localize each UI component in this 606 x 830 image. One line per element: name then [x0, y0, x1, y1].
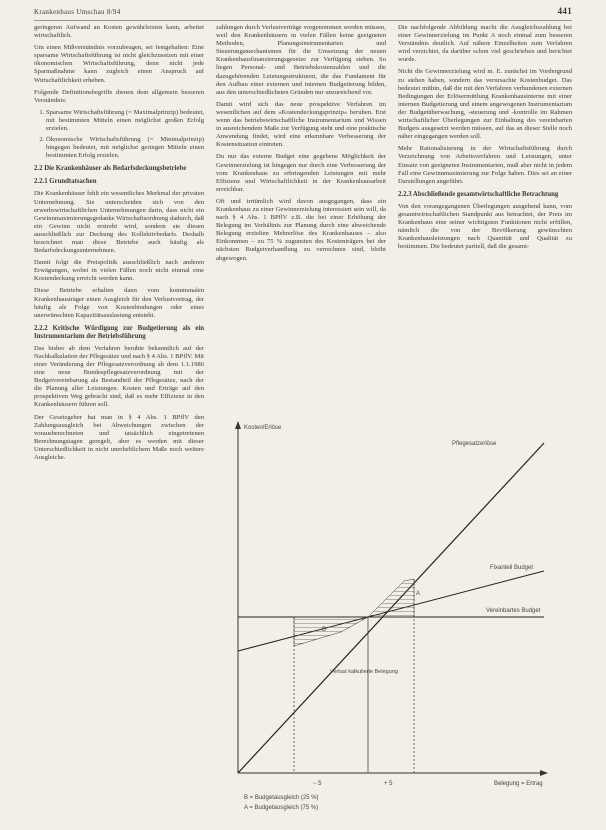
paragraph: Diese Betriebe erhalten dann vom kommunalen Krankenhausträger einen Ausgleich für den Verlustvortrag, der häufig als Folge von Kostenbindungen oder eines unerwünschten Kapazitätsauslastung entsteht.	[34, 287, 204, 319]
text-column-3	[398, 24, 572, 255]
gain-area-a	[368, 579, 414, 617]
paragraph: Von den vorangegangenen Überlegungen ausgehend kann, vom gesamtwirtschaftlichen Standpunkt aus betrachtet, der Preis im Krankenhaus eine seiner wichtigsten Funktionen nicht erfüllen, nämlich die von der Bevölkerung gewünschten Krankenhausleistungen nach Quantität und Qualität zu bestimmen. Die bedeutet partiell, daß die gesamt-	[398, 202, 572, 251]
diagram-svg	[218, 419, 574, 814]
paragraph: Mehr Rationalisierung in der Wirtschaftsführung durch Verzeichnung von Arbeitsverfahren und Leistungen, unter Einsatz von geeigneten Instrumentarien, muß aber nicht in jedem Fall eine Gewinnmaximierung zur Folge haben. Dies sei an einer Darstellungen angeführt.	[398, 145, 572, 185]
x-axis-label: Belegung = Ertrag	[494, 781, 543, 787]
y-axis-label: Kosten/Erlöse	[244, 425, 282, 431]
point-a-label: A	[416, 591, 421, 597]
running-title: Krankenhaus Umschau 8/94	[34, 8, 121, 16]
budget-diagram	[218, 419, 574, 814]
paragraph: Nicht die Gewinnerzielung wird m. E. zunächst im Vordergrund zu stehen haben, sondern das verursachte Kostenbudget. Das bedeutet mithin, daß die mit den Verfahren verbundenen externen Bedingungen der Erlösermittlung Krankenhausinterne mit einer internen Budgetierung und einem angewogenen Instrumentarium der Budgetüberwachung, -steuerung und -kontrolle im Rahmen wirtschaftlicher Überlegungen zur Einhaltung des vereinbarten Budgets ausgesetzt werden müssen, auf das an dieser Stelle noch näher eingegangen werden soll.	[398, 68, 572, 141]
section-heading: 2.2 Die Krankenhäuser als Bedarfsdeckungsbetriebe	[34, 165, 187, 173]
subsection-heading: 2.2.2 Kritische Würdigung zur Budgetierung als ein Instrumentarium der Betriebsführung	[34, 324, 204, 340]
paragraph: Die nachfolgende Abbildung macht die Ausgleichszahlung bei einer Gewinnerzielung im Punkt A noch einmal zum besseren Verständnis deutlich. Auf nähere Einzelheiten zum Verfahren wird verzichtet, da darüber schon viel geschrieben und berichtet wurde.	[398, 24, 572, 64]
paragraph: geringeren Aufwand an Kosten gewährleisten kann, arbeitet wirtschaftlich.	[34, 24, 204, 40]
paragraph: Das bisher ab dem Verfahren beruhte bekanntlich auf der Nachkalkulation der Pflegesätze und nach § 4 Abs. 1 BPflV. Mit einer Veränderung der Pflegesatzverordnung ab dem 1.1.1986 eine neue Bundespflegesatzverordnung mit der Budgetvereinbarung als Bestandteil der Pflegesätze, nach der die Planung aller Leistungen. Kosten und Erträge auf den prospektiven Weg gebracht sind, daß es mehr Effizienz in den Krankenhäusern führen soll.	[34, 344, 204, 409]
minus-marker-label: − 5	[313, 781, 322, 787]
text-column-1	[34, 24, 204, 466]
loss-area-b	[294, 617, 368, 646]
paragraph: Damit folgt die Preispolitik ausschließlich nach anderen Erwägungen, wobei in vielen Fällen noch nicht einmal eine Kostendeckung erreicht werden kann.	[34, 259, 204, 283]
definition-list	[34, 109, 204, 161]
subsection-heading: 2.2.1 Grundtatsachen	[34, 178, 97, 186]
subsection-heading: 2.2.3 Abschließende gesamtwirtschaftliche Betrachtung	[398, 190, 559, 198]
x-axis-arrow-icon	[540, 770, 548, 776]
paragraph: zahlungen durch Verlustverträge vorgenommen werden müssen, weil den Krankenhäusern in vielen Fällen keine geeigneten Methoden, Planungsinstrumentarien und Steuerungsmechanismen für die Umsetzung der neuen Krankenhausfinanzierungsgesetze zur Verfügung stehen. So liegen Personal- und Betriebskostenzahlen und die dazugehörenden Leistungsstrukturen, die das Fundament für den Aufbau einer externen und internen Budgetierung bilden, aus den unterschiedlichsten Gründen nur unzureichend vor.	[216, 24, 386, 96]
paragraph: Folgende Definitionsbegriffe dienen dem allgemein besseren Verständnis:	[34, 88, 204, 104]
y-axis-arrow-icon	[235, 421, 241, 429]
legend-a: A = Budgetausgleich (75 %)	[244, 805, 319, 811]
revenue-line-label: Pflegesatzerlöse	[452, 441, 497, 447]
text-column-2	[216, 24, 386, 267]
loss-annotation: Verlust kalkulierte Belegung	[330, 669, 398, 675]
fixed-budget-label: Fixanteil Budget	[490, 565, 534, 571]
paragraph: Du nur das externe Budget eine gegebene Möglichkeit der Gewinnerzielung ist hingegen nur durch eine Verbesserung der vom Krankenhaus zu erbringenden Leistungen mit mehr Effizienz und Wirtschaftlichkeit in der Krankenhausarbeit erreichbar.	[216, 153, 386, 193]
paragraph: Um einen Mißverständnis vorzubeugen, sei festgehalten: Eine sparsame Wirtschaftsführung ist nicht gleichzusetzen mit einer ökonomischen Wirtschaftsführung, denn nicht jede Sparmaßnahme kann zugleich einen Anspruch auf Wirtschaftlichkeit erheben.	[34, 44, 204, 84]
paragraph: Damit wird sich das neue prospektive Verfahren im wesentlichen auf dem »Kostendeckungsprinzip« beruhen. Erst wenn das betriebswirtschaftliche Instrumentarium und Wissen in ausreichendem Maße zur Verfügung steht und eine praktische Anwendung findet, wird eine erkennbare Verbesserung der Kostensituation eintreten.	[216, 100, 386, 149]
list-item: 1. Sparsame Wirtschaftsführung (= Maximalprinzip) bedeutet, mit bestimmten Mitteln einen möglichst großen Erfolg erzielen.	[46, 109, 204, 133]
paragraph: Die Krankenhäuser fehlt ein wesentliches Merkmal der privaten Unternehmung. Sie unterscheiden sich von den erwerbswirtschaftlichen Unternehmungen darin, dass nicht ein Gewinnmaximierungsgedanke Wirtschaftsordnung dadurch, daß ein Gewinn nicht erstrebt wird, sondern sie diesen ausschließlich zur Deckung des Kollektivbedarfs. Deshalb bezeichnet man diese Betriebe auch häufig als Bedarfsdeckungsunternehmen.	[34, 190, 204, 255]
legend-b: B = Budgetausgleich (25 %)	[244, 795, 319, 801]
planned-budget-label: Vereinbartes Budget	[486, 608, 541, 614]
running-header	[34, 6, 572, 21]
page-number: 441	[557, 6, 572, 16]
paragraph: Oft und irrtümlich wird davon ausgegangen, dass ein Krankenhaus zu einer Gewinnerzielung interessiert sein will, da nach § 4 Abs. 1 BPflV z.B. die bei einer Erhöhung der Belegung im Verhältnis zur Planung durch eine abweichende Belegung erzielten Mehrerlöse des Krankenhauses – also Einkommen – zu 75 % zugunsten des Kostenträgers bei der nächsten Budgetverhandlung zu verrechnen sind, bleibt abgewogen.	[216, 197, 386, 262]
plus-marker-label: + 5	[384, 781, 393, 787]
paragraph: Der Gesetzgeber hat man in § 4 Abs. 1 BPflV den Zahlungsausgleich bei Abweichungen zwischen der vorausberechneten und tatsächlich eingetretenen Berechnungstagen geregelt, aber es werden mit dieser Unterschiedlichkeit in nicht unerheblichem Maße noch weitere Ausgleiche.	[34, 413, 204, 462]
point-b-label: B	[322, 627, 327, 633]
list-item: 2. Ökonomische Wirtschaftsführung (= Minimalprinzip) hingegen bedeutet, mit möglichst geringen Mitteln einen bestimmten Erfolg erzielen.	[46, 136, 204, 160]
